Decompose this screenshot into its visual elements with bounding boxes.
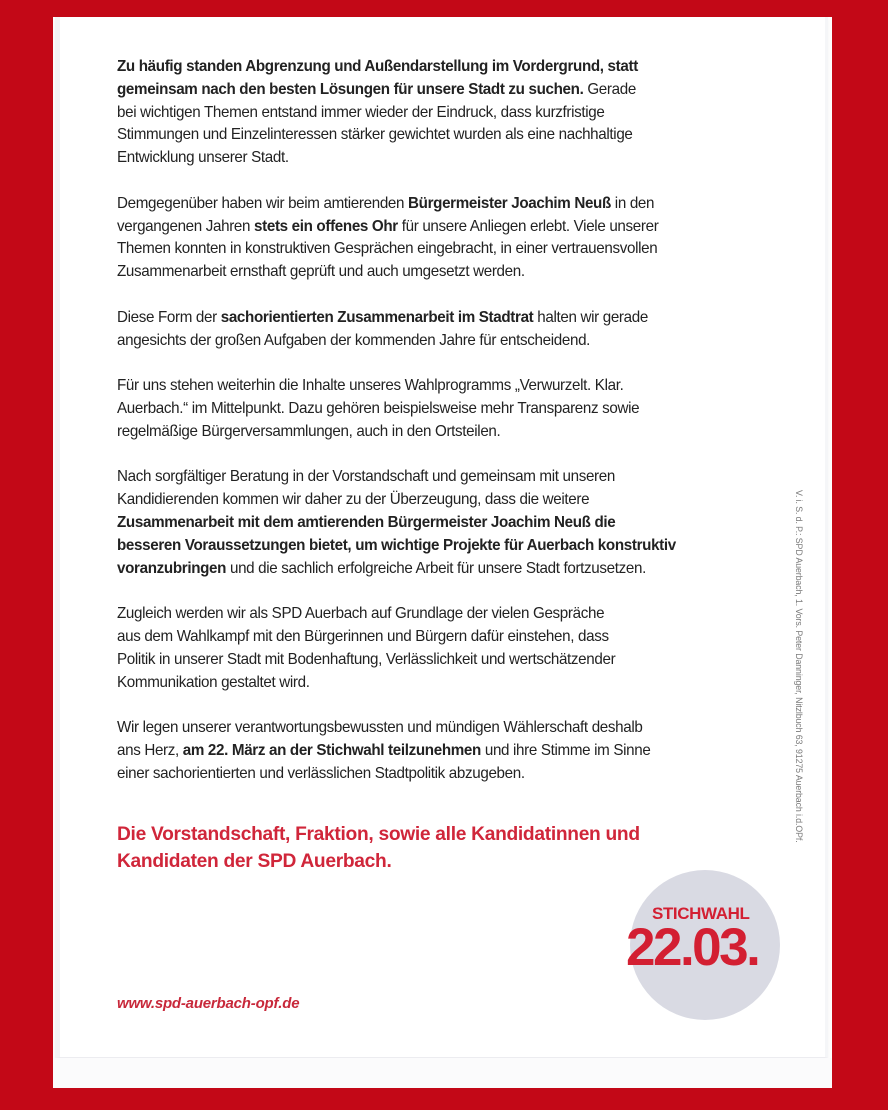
text-run: Zugleich werden wir als SPD Auerbach auf Grundlage der vielen Gespräche [117, 605, 605, 623]
bold-text: sachorientierten Zusammenarbeit im Stadtrat [220, 308, 534, 326]
text-run: Demgegenüber haben wir beim amtierenden [117, 194, 409, 212]
paragraph [117, 717, 797, 785]
text-run: vergangenen Jahren [117, 217, 255, 235]
bold-text: Zusammenarbeit mit dem amtierenden Bürgermeister Joachim Neuß die [117, 513, 616, 531]
text-line [117, 672, 779, 695]
signature-line-2: Kandidaten der SPD Auerbach. [117, 851, 392, 872]
text-run: regelmäßige Bürgerversammlungen, auch in den Ortsteilen. [117, 422, 501, 440]
text-line [117, 216, 779, 239]
text-run: Für uns stehen weiterhin die Inhalte unseres Wahlprogramms „Verwurzelt. Klar. [117, 377, 624, 395]
paragraph [117, 603, 797, 694]
stichwahl-label: STICHWAHL [652, 904, 750, 923]
imprint-text: V. i. S. d. P.: SPD Auerbach, 1. Vors. Peter Danninger, Nitzlbuch 63, 91275 Auerbach i.d.OPf. [794, 490, 804, 843]
text-run: in den [610, 194, 655, 212]
text-line [117, 102, 779, 125]
paragraph [117, 193, 797, 284]
text-run: Politik in unserer Stadt mit Bodenhaftung, Verlässlichkeit und wertschätzender [117, 650, 616, 668]
text-run: Nach sorgfältiger Beratung in der Vorstandschaft und gemeinsam mit unseren [117, 468, 615, 486]
text-run: aus dem Wahlkampf mit den Bürgerinnen und Bürgern dafür einstehen, dass [117, 627, 609, 645]
bold-text: gemeinsam nach den besten Lösungen für unsere Stadt zu suchen. [117, 80, 584, 98]
text-run: Auerbach.“ im Mittelpunkt. Dazu gehören beispielsweise mehr Transparenz sowie [117, 399, 640, 417]
text-run: und ihre Stimme im Sinne [480, 741, 651, 759]
text-line [117, 193, 779, 216]
text-line [117, 79, 779, 102]
text-line [117, 512, 779, 535]
bold-text: am 22. März an der Stichwahl teilzunehmen [182, 741, 481, 759]
text-line [117, 558, 779, 581]
bold-text: besseren Voraussetzungen bietet, um wichtige Projekte für Auerbach konstruktiv [117, 536, 676, 554]
text-line [117, 56, 779, 79]
text-run: und die sachlich erfolgreiche Arbeit für unsere Stadt fortzusetzen. [226, 559, 646, 577]
bold-text: stets ein offenes Ohr [254, 217, 398, 235]
text-line [117, 466, 779, 489]
text-run: Wir legen unserer verantwortungsbewussten und mündigen Wählerschaft deshalb [117, 719, 643, 737]
text-run: Gerade [583, 80, 636, 98]
text-line [117, 626, 779, 649]
text-line [117, 261, 779, 284]
page-footer-shade [53, 1058, 832, 1088]
text-line [117, 124, 779, 147]
text-line [117, 763, 779, 786]
text-line [117, 398, 779, 421]
paragraph [117, 466, 797, 580]
text-run: Entwicklung unserer Stadt. [117, 149, 289, 167]
text-line [117, 330, 779, 353]
text-line [117, 375, 779, 398]
letter-body [117, 56, 797, 808]
bold-text: Zu häufig standen Abgrenzung und Außendarstellung im Vordergrund, statt [117, 58, 638, 75]
text-line [117, 717, 779, 740]
stichwahl-date: 22.03. [626, 918, 759, 977]
text-run: Themen konnten in konstruktiven Gesprächen eingebracht, in einer vertrauensvollen [117, 240, 658, 258]
text-line [117, 535, 779, 558]
text-run: Stimmungen und Einzelinteressen stärker gewichtet wurden als eine nachhaltige [117, 126, 633, 144]
paragraph [117, 375, 797, 443]
text-line [117, 307, 779, 330]
bold-text: voranzubringen [117, 559, 227, 577]
text-run: halten wir gerade [533, 308, 648, 326]
text-run: bei wichtigen Themen entstand immer wieder der Eindruck, dass kurzfristige [117, 103, 605, 121]
text-line [117, 147, 779, 170]
text-run: einer sachorientierten und verlässlichen Stadtpolitik abzugeben. [117, 764, 525, 782]
signature [117, 821, 640, 875]
text-line [117, 489, 779, 512]
text-line [117, 740, 779, 763]
bold-text: Bürgermeister Joachim Neuß [408, 194, 611, 212]
website-link[interactable]: www.spd-auerbach-opf.de [117, 995, 300, 1012]
text-run: Diese Form der [117, 308, 221, 326]
text-run: Kommunikation gestaltet wird. [117, 673, 310, 691]
text-line [117, 649, 779, 672]
paragraph [117, 56, 797, 170]
text-run: Zusammenarbeit ernsthaft geprüft und auch umgesetzt werden. [117, 263, 525, 281]
text-run: Kandidierenden kommen wir daher zu der Überzeugung, dass die weitere [117, 491, 590, 509]
text-run: angesichts der großen Aufgaben der kommenden Jahre für entscheidend. [117, 331, 591, 349]
signature-line-1: Die Vorstandschaft, Fraktion, sowie alle Kandidatinnen und [117, 824, 640, 845]
text-line [117, 421, 779, 444]
text-line [117, 238, 779, 261]
text-run: für unsere Anliegen erlebt. Viele unserer [397, 217, 659, 235]
text-run: ans Herz, [117, 741, 183, 759]
text-line [117, 603, 779, 626]
paragraph [117, 307, 797, 353]
